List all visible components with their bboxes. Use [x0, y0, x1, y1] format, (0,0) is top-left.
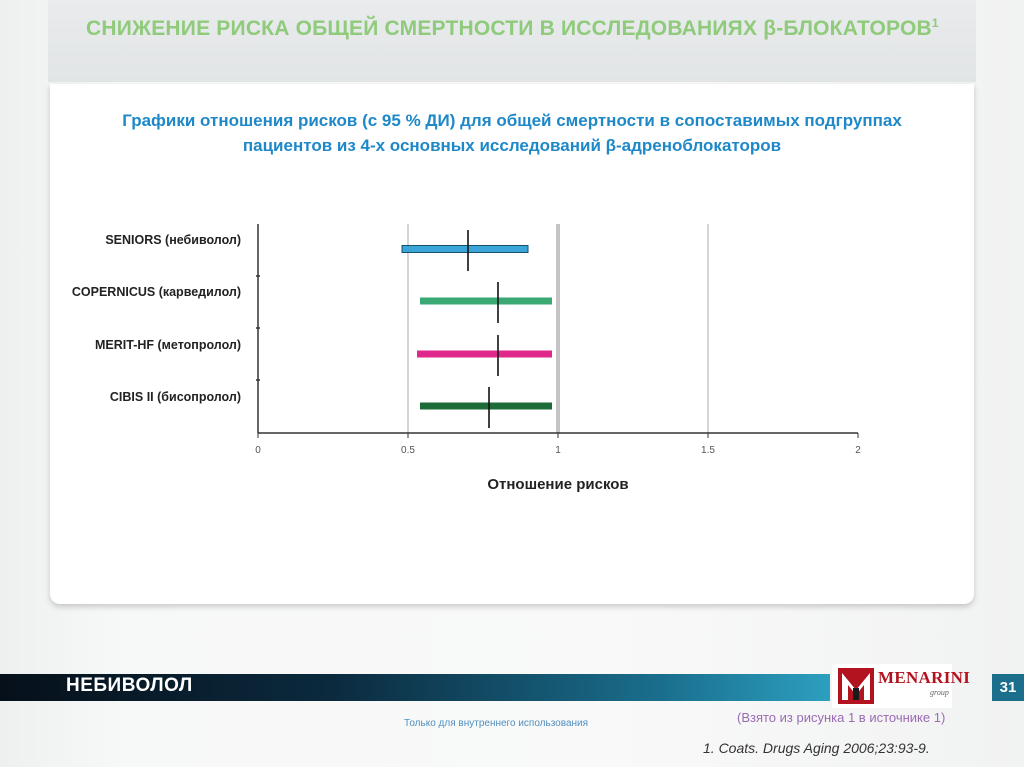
subtitle-line-2: пациентов из 4-х основных исследований β-адреноблокаторов [242, 136, 782, 155]
internal-use-note: Только для внутреннего использования [404, 718, 589, 729]
ci-bar [420, 298, 552, 305]
x-tick-label: 1 [555, 445, 561, 456]
source-note: (Взято из рисунка 1 в источнике 1) [737, 710, 946, 725]
title-superscript: 1 [931, 16, 939, 30]
x-tick-label: 0 [255, 445, 261, 456]
slide-title: СНИЖЕНИЕ РИСКА ОБЩЕЙ СМЕРТНОСТИ В ИССЛЕДОВАНИЯХ β-БЛОКАТОРОВ$^1$ [86, 16, 939, 40]
drug-name-label: НЕБИВОЛОЛ [66, 675, 193, 696]
ci-bar [420, 403, 552, 410]
ci-bar [402, 246, 528, 253]
x-tick-label: 2 [855, 445, 861, 456]
ci-bar [417, 351, 552, 358]
page-number: 31 [992, 674, 1024, 701]
study-label: COPERNICUS (карведилол) [71, 285, 241, 299]
study-label: CIBIS II (бисопролол) [109, 390, 241, 404]
x-tick-label: 1.5 [701, 445, 715, 456]
citation: 1. Coats. Drugs Aging 2006;23:93-9. [703, 740, 930, 756]
menarini-logo-icon [838, 668, 874, 704]
logo-company-name: MENARINI [878, 668, 971, 687]
x-axis-label: Отношение рисков [487, 476, 629, 493]
menarini-logo [832, 664, 971, 708]
subtitle-line-1: Графики отношения рисков (с 95 % ДИ) для общей смертности в сопоставимых подгруппах [122, 111, 902, 130]
study-label: MERIT-HF (метопролол) [95, 338, 241, 352]
logo-company-suffix: group [930, 688, 949, 697]
study-label: SENIORS (небиволол) [105, 233, 241, 247]
x-tick-label: 0.5 [401, 445, 415, 456]
